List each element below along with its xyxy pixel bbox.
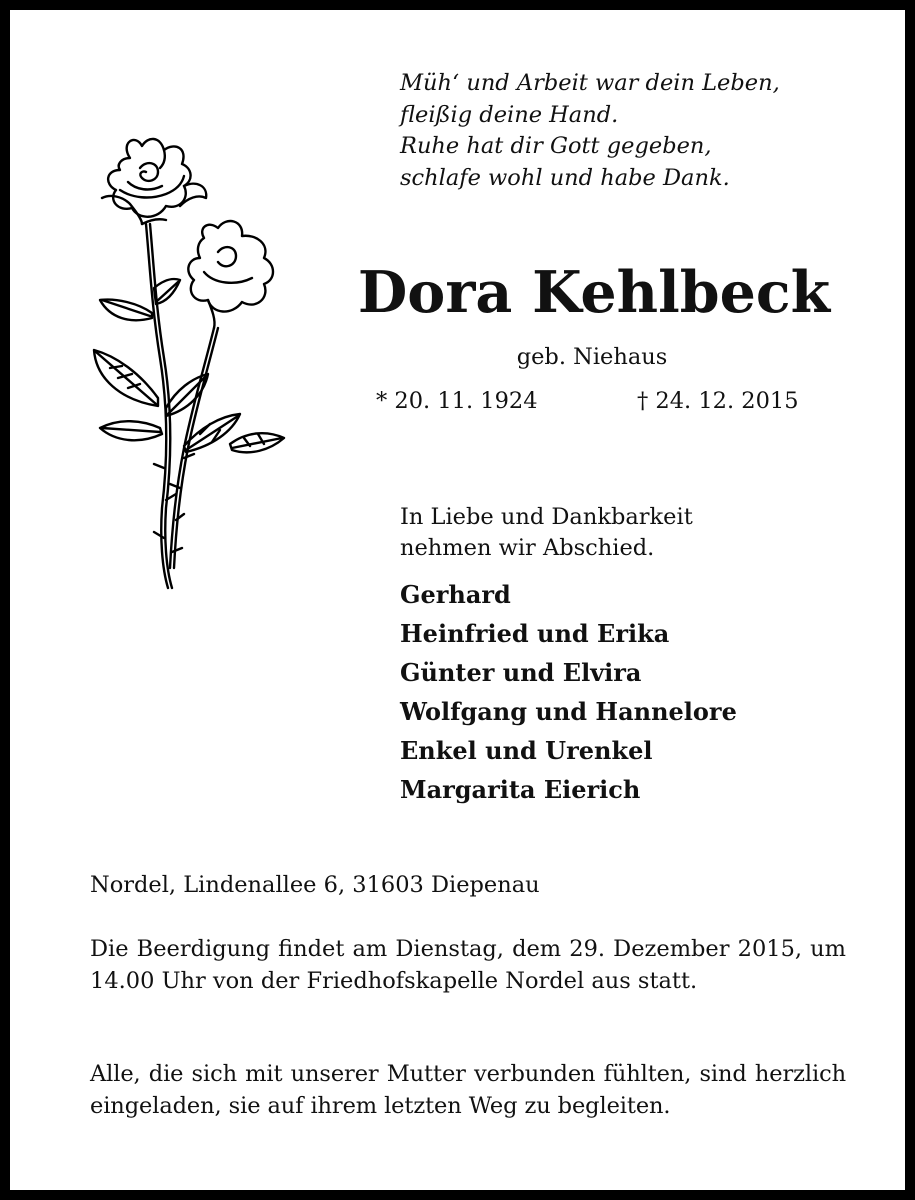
mourner-name: Wolfgang und Hannelore [400,697,737,726]
mourner-name: Günter und Elvira [400,658,642,687]
farewell-line: In Liebe und Dankbarkeit [400,504,693,530]
invitation-text: Alle, die sich mit unserer Mutter verbunden fühlten, sind herzlich eingeladen, sie auf ihrem letzten Weg zu begleiten. [90,1061,846,1119]
rose-drawing-icon [80,128,295,598]
funeral-details: Die Beerdigung findet am Dienstag, dem 29. Dezember 2015, um 14.00 Uhr von der Friedhofskapelle Nordel aus statt. [90,936,846,994]
farewell-line: nehmen wir Abschied. [400,535,655,561]
poem-line: schlafe wohl und habe Dank. [400,164,730,191]
death-date: † 24. 12. 2015 [637,388,799,414]
deceased-name: Dora Kehlbeck [357,259,831,326]
mourner-name: Enkel und Urenkel [400,736,653,765]
mourner-name: Heinfried und Erika [400,619,670,648]
mourner-name: Margarita Eierich [400,775,641,804]
poem-line: Ruhe hat dir Gott gegeben, [400,133,712,159]
birth-date: * 20. 11. 1924 [376,388,538,414]
mourner-name: Gerhard [400,580,511,609]
family-address: Nordel, Lindenallee 6, 31603 Diepenau [90,872,540,898]
maiden-name: geb. Niehaus [516,344,668,370]
poem-line: Müh‘ und Arbeit war dein Leben, [400,70,780,96]
mourner-list [400,575,737,809]
farewell-intro [400,502,693,564]
memorial-poem [400,68,870,194]
poem-line: fleißig deine Hand. [400,101,619,128]
